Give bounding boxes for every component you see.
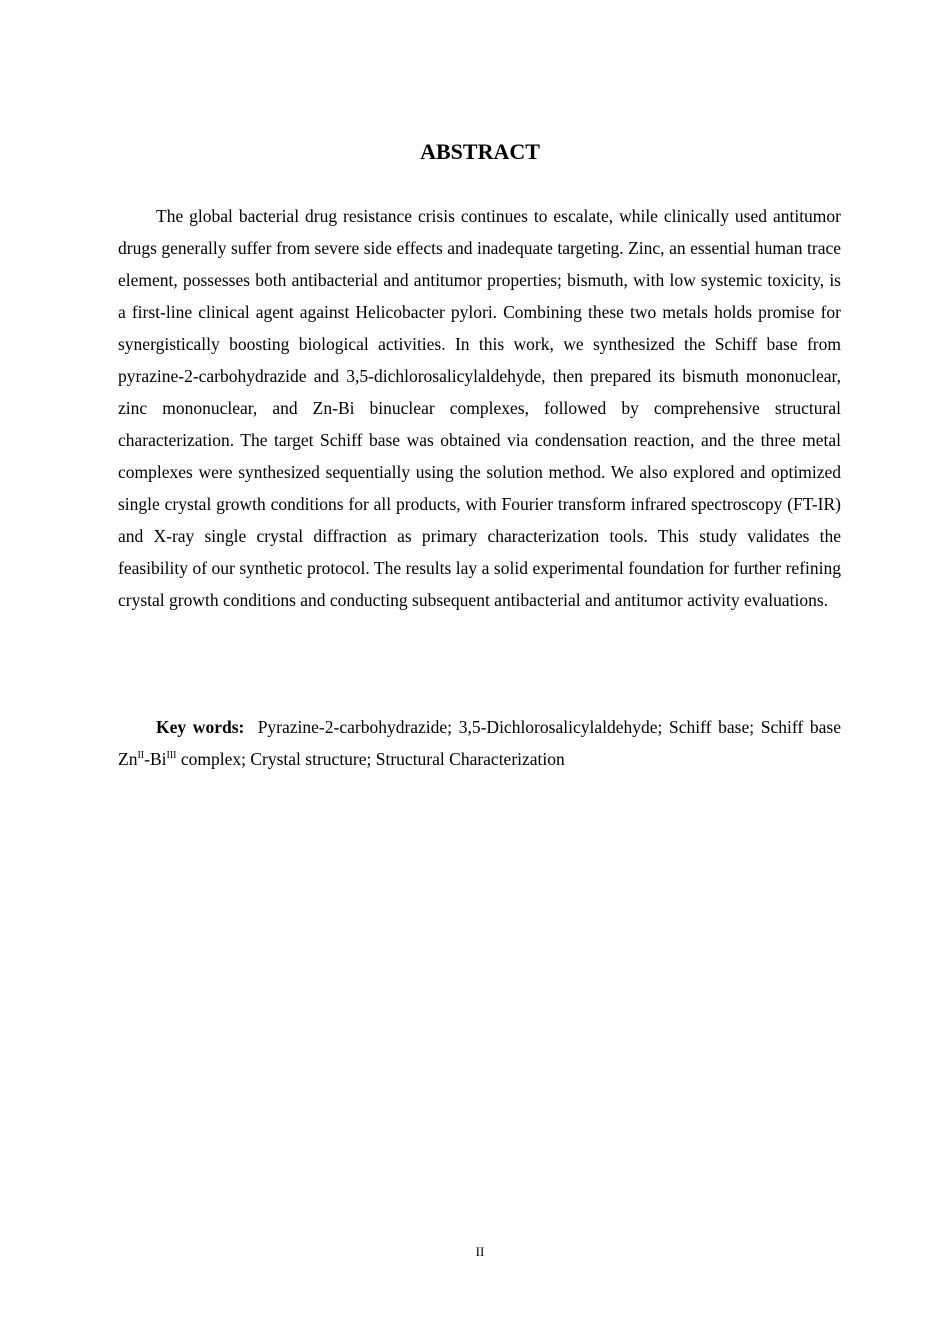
abstract-paragraph: The global bacterial drug resistance crisis continues to escalate, while clinically used antitumor drugs generally suffer from severe side effects and inadequate targeting. Zinc, an essential human trace element, possesses both antibacterial and antitumor properties; bismuth, with low systemic toxicity, is a first-line clinical agent against Helicobacter pylori. Combining these two metals holds promise for synergistically boosting biological activities. In this work, we synthesized the Schiff base from pyrazine-2-carbohydrazide and 3,5-dichlorosalicylaldehyde, then prepared its bismuth mononuclear, zinc mononuclear, and Zn-Bi binuclear complexes, followed by comprehensive structural characterization. The target Schiff base was obtained via condensation reaction, and the three metal complexes were synthesized sequentially using the solution method. We also explored and optimized single crystal growth conditions for all products, with Fourier transform infrared spectroscopy (FT-IR) and X-ray single crystal diffraction as primary characterization tools. This study validates the feasibility of our synthetic protocol. The results lay a solid experimental foundation for further refining crystal growth conditions and conducting subsequent antibacterial and antitumor activity evaluations.	[118, 206, 841, 610]
abstract-title: ABSTRACT	[420, 139, 540, 164]
keywords-text-part1: Pyrazine-2-carbohydrazide; 3,5-Dichlorosalicylaldehyde; Schiff base; Schiff base Zn	[118, 717, 842, 769]
keywords-text-part3: complex; Crystal structure; Structural Characterization	[176, 749, 565, 769]
page-number: II	[475, 1244, 485, 1259]
bismuth-oxidation-state: III	[166, 750, 177, 762]
zinc-oxidation-state: II	[137, 750, 145, 762]
keywords-text-part2: -Bi	[144, 749, 167, 769]
keywords-paragraph	[118, 711, 841, 775]
keywords-label: Key words:	[156, 717, 245, 737]
